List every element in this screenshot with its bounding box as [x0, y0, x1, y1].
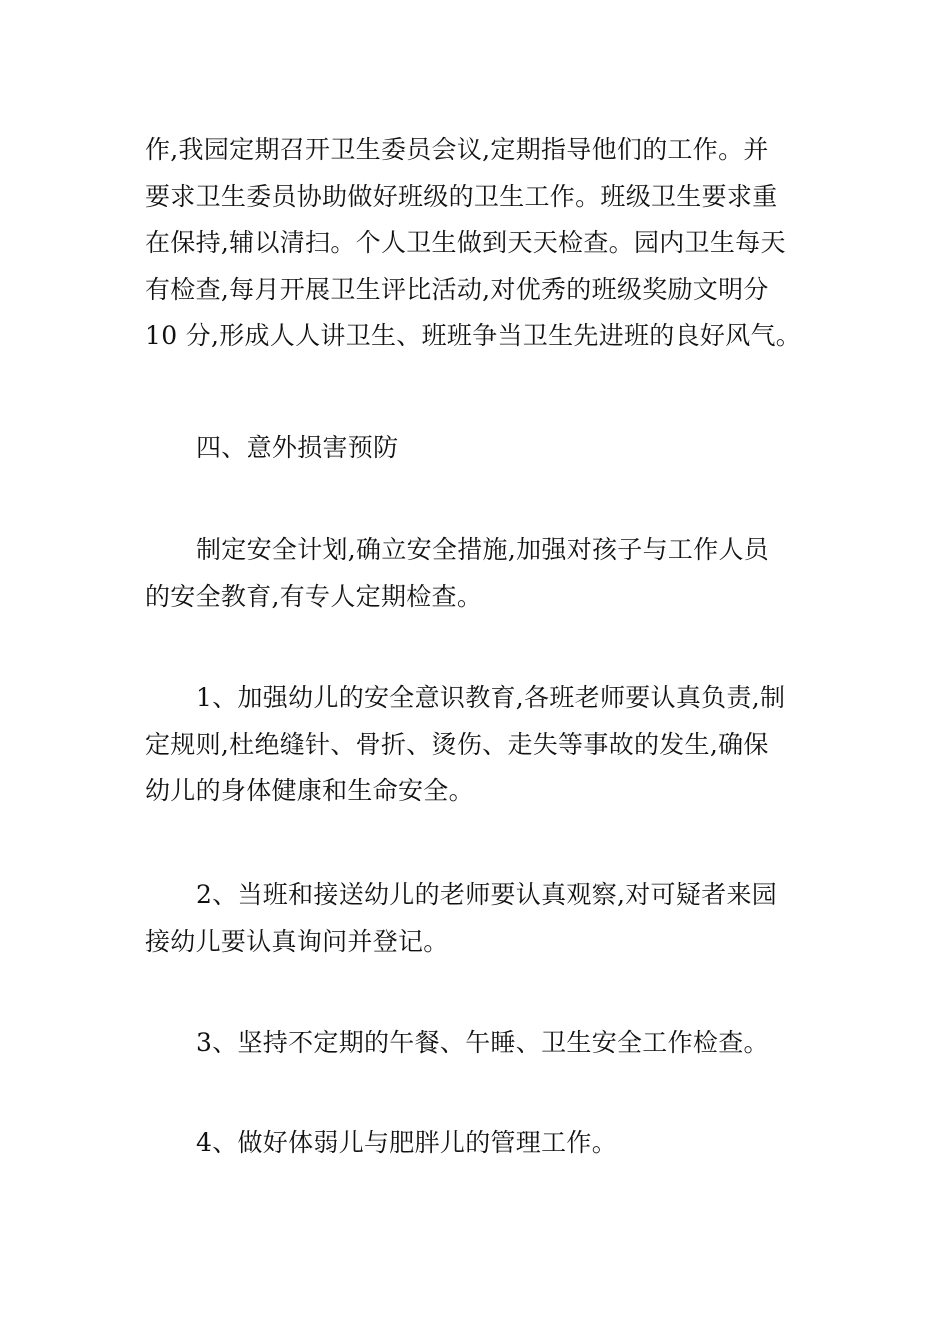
section-heading: [145, 425, 810, 472]
text-line: 1、加强幼儿的安全意识教育,各班老师要认真负责,制: [196, 683, 786, 712]
text-line: 作,我园定期召开卫生委员会议,定期指导他们的工作。并: [145, 135, 769, 164]
heading-text: 四、意外损害预防: [196, 433, 399, 462]
text-line: 幼儿的身体健康和生命安全。: [145, 776, 474, 806]
text-line: 定规则,杜绝缝针、骨折、烫伤、走失等事故的发生,确保: [145, 729, 769, 759]
text-line: 2、当班和接送幼儿的老师要认真观察,对可疑者来园: [196, 880, 778, 909]
list-item-4: [145, 1120, 810, 1167]
text-line: 的安全教育,有专人定期检查。: [145, 581, 483, 611]
text-line: 接幼儿要认真询问并登记。: [145, 926, 449, 956]
text-line: 要求卫生委员协助做好班级的卫生工作。班级卫生要求重: [145, 181, 778, 211]
text-line: 4、做好体弱儿与肥胖儿的管理工作。: [196, 1128, 618, 1157]
paragraph-safety-plan: [145, 527, 810, 620]
text-line: 制定安全计划,确立安全措施,加强对孩子与工作人员: [196, 535, 770, 564]
text-line: 10 分,形成人人讲卫生、班班争当卫生先进班的良好风气。: [145, 321, 802, 351]
paragraph-hygiene-continued: [145, 127, 810, 360]
text-line: 在保持,辅以清扫。个人卫生做到天天检查。园内卫生每天: [145, 228, 786, 258]
text-line: 3、坚持不定期的午餐、午睡、卫生安全工作检查。: [196, 1028, 769, 1057]
text-line: 有检查,每月开展卫生评比活动,对优秀的班级奖励文明分: [145, 274, 769, 304]
list-item-3: [145, 1020, 810, 1067]
list-item-2: [145, 872, 810, 965]
list-item-1: [145, 675, 810, 815]
